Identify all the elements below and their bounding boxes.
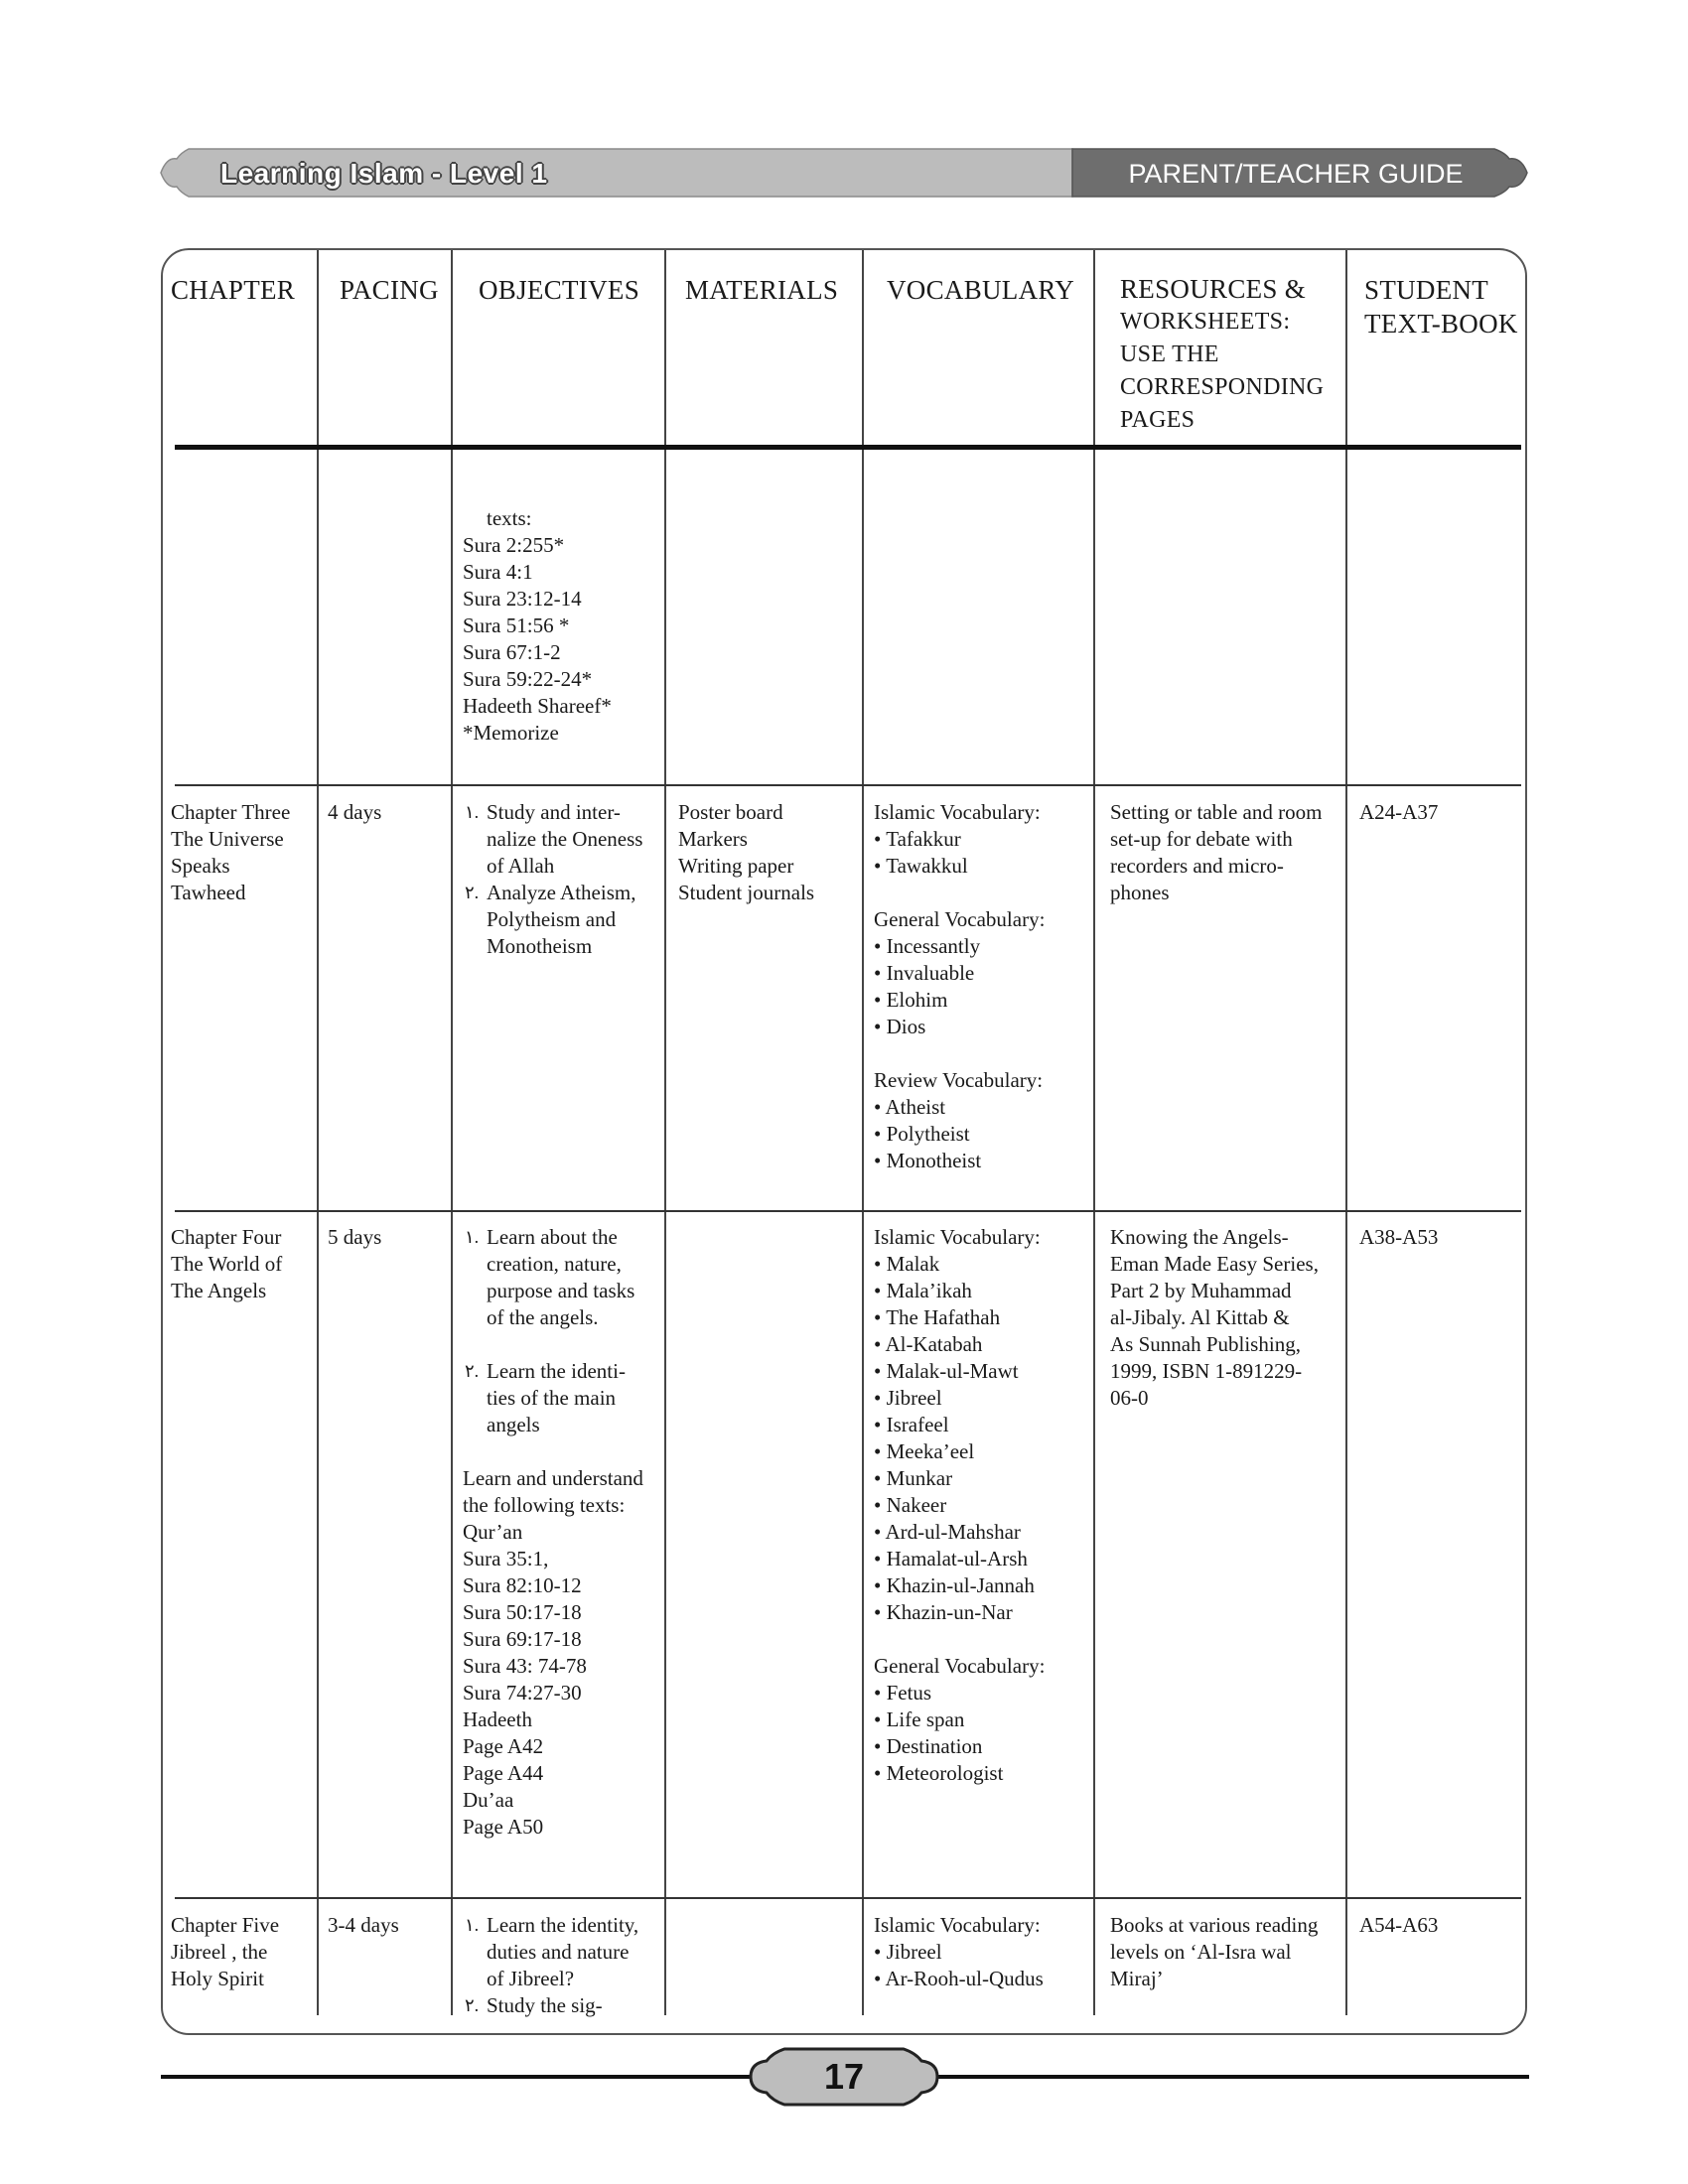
objective-text: Page A42: [463, 1734, 544, 1758]
col-header-pacing: PACING: [340, 275, 439, 305]
vocab-item: • Ar-Rooh-ul-Qudus: [874, 1967, 1044, 1990]
objective-item: [463, 1992, 638, 2019]
row-chapter-five-objectives: [463, 1912, 638, 2019]
objective-text: Sura 74:27-30: [463, 1681, 582, 1705]
vocab-item: • Atheist: [874, 1095, 946, 1119]
row-chapter-four-objectives: [463, 1224, 643, 1841]
objective-text: Qur’an: [463, 1520, 523, 1544]
objective-text: Sura 82:10-12: [463, 1573, 582, 1597]
vocab-item: • Mala’ikah: [874, 1279, 972, 1302]
vocab-item: • Tafakkur: [874, 827, 961, 851]
vocab-item: • Munkar: [874, 1466, 953, 1490]
vocab-item: • Tawakkul: [874, 854, 968, 878]
col-header-textbook-line: TEXT-BOOK: [1364, 309, 1518, 339]
objective-text: Learn the identity,: [487, 1913, 639, 1937]
chapter-text: Chapter Four: [171, 1225, 282, 1249]
resource-text: Knowing the Angels-: [1110, 1225, 1289, 1249]
objective-text: nalize the Oneness: [487, 827, 643, 851]
material-text: Markers: [678, 827, 748, 851]
objective-text: *Memorize: [463, 721, 559, 745]
objective-text: duties and nature: [487, 1940, 630, 1964]
objective-item: [463, 880, 642, 906]
resource-text: As Sunnah Publishing,: [1110, 1332, 1301, 1356]
vocab-item: • Jibreel: [874, 1940, 942, 1964]
col-header-resources-line: CORRESPONDING: [1120, 374, 1325, 400]
objective-text: Sura 4:1: [463, 560, 533, 584]
objective-text: texts:: [487, 506, 532, 530]
chapter-text: Chapter Five: [171, 1913, 280, 1937]
row-chapter-four-textbook: A38-A53: [1359, 1225, 1439, 1249]
vocab-item: • The Hafathah: [874, 1305, 1001, 1329]
resource-text: set-up for debate with: [1110, 827, 1293, 851]
chapter-text: The Angels: [171, 1279, 267, 1302]
objective-text: Monotheism: [487, 934, 593, 958]
row-chapter-three-textbook: A24-A37: [1359, 800, 1439, 824]
resource-text: levels on ‘Al-Isra wal: [1110, 1940, 1292, 1964]
chapter-text: Jibreel , the: [171, 1940, 268, 1964]
row-chapter-three-vocabulary: [874, 799, 1045, 1174]
page-number: 17: [823, 2056, 865, 2097]
resource-text: recorders and micro-: [1110, 854, 1284, 878]
material-text: Writing paper: [678, 854, 794, 878]
column-divider: [862, 250, 864, 2015]
chapter-text: The Universe: [171, 827, 284, 851]
vocab-heading: General Vocabulary:: [874, 907, 1046, 931]
row-chapter-five-resources: [1110, 1912, 1318, 1992]
vocab-item: • Elohim: [874, 988, 948, 1012]
material-text: Student journals: [678, 881, 815, 904]
vocab-item: • Nakeer: [874, 1493, 947, 1517]
objective-text: Polytheism and: [487, 907, 617, 931]
objective-text: of Jibreel?: [487, 1967, 575, 1990]
objective-number: ٢.: [465, 1995, 480, 2015]
objective-item: [463, 799, 642, 826]
row-chapter-four-vocabulary: [874, 1224, 1045, 1787]
objective-text: Learn and understand: [463, 1466, 643, 1490]
row-separator: [175, 1210, 1521, 1212]
resource-text: Eman Made Easy Series,: [1110, 1252, 1319, 1276]
objective-text: Analyze Atheism,: [487, 881, 636, 904]
resource-text: Part 2 by Muhammad: [1110, 1279, 1292, 1302]
objective-text: Sura 35:1,: [463, 1547, 549, 1570]
objective-number: ١.: [465, 802, 480, 822]
material-text: Poster board: [678, 800, 783, 824]
objective-number: ٢.: [465, 1361, 480, 1381]
row-chapter-three-resources: [1110, 799, 1322, 906]
vocab-item: • Destination: [874, 1734, 983, 1758]
table-frame: [161, 248, 1527, 2035]
col-header-vocabulary: VOCABULARY: [887, 275, 1075, 305]
vocab-item: • Fetus: [874, 1681, 932, 1705]
column-divider: [451, 250, 453, 2015]
vocab-heading: Islamic Vocabulary:: [874, 1225, 1041, 1249]
objective-text: ties of the main: [487, 1386, 617, 1410]
vocab-item: • Khazin-ul-Jannah: [874, 1573, 1035, 1597]
objective-text: Learn about the: [487, 1225, 618, 1249]
row-chapter-five-pacing: 3-4 days: [328, 1913, 399, 1937]
col-header-materials: MATERIALS: [685, 275, 839, 305]
objective-text: Page A44: [463, 1761, 544, 1785]
objective-number: ١.: [465, 1915, 480, 1935]
objective-number: ٢.: [465, 883, 480, 902]
vocab-item: • Jibreel: [874, 1386, 942, 1410]
vocab-item: • Incessantly: [874, 934, 981, 958]
chapter-text: Chapter Three: [171, 800, 291, 824]
chapter-text: The World of: [171, 1252, 283, 1276]
objective-text: of Allah: [487, 854, 555, 878]
resource-text: Books at various reading: [1110, 1913, 1319, 1937]
vocab-item: • Khazin-un-Nar: [874, 1600, 1013, 1624]
vocab-heading: Islamic Vocabulary:: [874, 1913, 1041, 1937]
objective-text: of the angels.: [487, 1305, 599, 1329]
row-chapter-five-chapter: [171, 1912, 279, 1992]
column-divider: [317, 250, 319, 2015]
row-separator: [175, 1897, 1521, 1899]
vocab-item: • Hamalat-ul-Arsh: [874, 1547, 1028, 1570]
col-header-resources-line: PAGES: [1120, 407, 1196, 433]
resource-text: Miraj’: [1110, 1967, 1164, 1990]
col-header-textbook-line: STUDENT: [1364, 275, 1489, 305]
vocab-item: • Ard-ul-Mahshar: [874, 1520, 1021, 1544]
book-title: Learning Islam - Level 1: [220, 158, 548, 189]
guide-title: PARENT/TEACHER GUIDE: [1128, 159, 1464, 189]
resource-text: phones: [1110, 881, 1170, 904]
row-chapter-three-objectives: [463, 799, 642, 960]
objective-number: ١.: [465, 1227, 480, 1247]
vocab-heading: Islamic Vocabulary:: [874, 800, 1041, 824]
row-chapter-five-textbook: A54-A63: [1359, 1913, 1439, 1937]
objective-item: [463, 1224, 643, 1251]
objective-text: Sura 23:12-14: [463, 587, 582, 611]
chapter-text: Tawheed: [171, 881, 246, 904]
vocab-item: • Life span: [874, 1707, 965, 1731]
objective-text: Sura 51:56 *: [463, 614, 570, 637]
col-header-chapter: CHAPTER: [171, 275, 296, 305]
objective-text: angels: [487, 1413, 540, 1436]
objective-text: Hadeeth Shareef*: [463, 694, 612, 718]
objective-text: the following texts:: [463, 1493, 626, 1517]
objective-text: Hadeeth: [463, 1707, 532, 1731]
row-chapter-four-resources: [1110, 1224, 1319, 1412]
col-header-resources-line: USE THE: [1120, 341, 1219, 367]
col-header-objectives: OBJECTIVES: [479, 275, 640, 305]
row-separator: [175, 784, 1521, 786]
row-chapter-five-vocabulary: [874, 1912, 1044, 1992]
resource-text: 06-0: [1110, 1386, 1149, 1410]
vocab-item: • Meteorologist: [874, 1761, 1004, 1785]
vocab-item: • Al-Katabah: [874, 1332, 983, 1356]
col-header-textbook: [1364, 273, 1518, 341]
row-chapter-three-chapter: [171, 799, 290, 906]
vocab-heading: Review Vocabulary:: [874, 1068, 1044, 1092]
objective-text: Sura 2:255*: [463, 533, 565, 557]
objective-text: Sura 50:17-18: [463, 1600, 582, 1624]
objective-text: Study and inter-: [487, 800, 621, 824]
vocab-item: • Monotheist: [874, 1149, 982, 1172]
objective-text: Sura 67:1-2: [463, 640, 561, 664]
vocab-item: • Israfeel: [874, 1413, 949, 1436]
resource-text: al-Jibaly. Al Kittab &: [1110, 1305, 1290, 1329]
objective-item: [463, 1358, 643, 1385]
vocab-item: • Dios: [874, 1015, 926, 1038]
header-banner: [159, 147, 1529, 199]
col-header-resources-line: RESOURCES &: [1120, 274, 1307, 304]
column-divider: [1345, 250, 1347, 2015]
objective-text: Sura 69:17-18: [463, 1627, 582, 1651]
header-separator: [175, 445, 1521, 450]
objective-text: Learn the identi-: [487, 1359, 626, 1383]
vocab-item: • Malak: [874, 1252, 940, 1276]
column-divider: [1093, 250, 1095, 2015]
chapter-text: Speaks: [171, 854, 230, 878]
resource-text: Setting or table and room: [1110, 800, 1323, 824]
column-divider: [664, 250, 666, 2015]
objective-text: Sura 59:22-24*: [463, 667, 593, 691]
row-chapter-four-chapter: [171, 1224, 282, 1304]
objective-text: Du’aa: [463, 1788, 514, 1812]
objective-item: [463, 1912, 638, 1939]
vocab-item: • Malak-ul-Mawt: [874, 1359, 1019, 1383]
resource-text: 1999, ISBN 1-891229-: [1110, 1359, 1303, 1383]
col-header-resources-line: WORKSHEETS:: [1120, 309, 1291, 335]
objective-text: Study the sig-: [487, 1993, 603, 2017]
objective-text: Sura 43: 74-78: [463, 1654, 587, 1678]
col-header-resources: [1120, 273, 1324, 437]
continued-objectives: [463, 505, 612, 747]
chapter-text: Holy Spirit: [171, 1967, 264, 1990]
row-chapter-three-materials: [678, 799, 814, 906]
vocab-heading: General Vocabulary:: [874, 1654, 1046, 1678]
row-chapter-four-pacing: 5 days: [328, 1225, 382, 1249]
row-chapter-three-pacing: 4 days: [328, 800, 382, 824]
vocab-item: • Polytheist: [874, 1122, 970, 1146]
objective-text: Page A50: [463, 1815, 544, 1839]
objective-text: creation, nature,: [487, 1252, 622, 1276]
vocab-item: • Meeka’eel: [874, 1439, 975, 1463]
vocab-item: • Invaluable: [874, 961, 975, 985]
objective-text: purpose and tasks: [487, 1279, 635, 1302]
